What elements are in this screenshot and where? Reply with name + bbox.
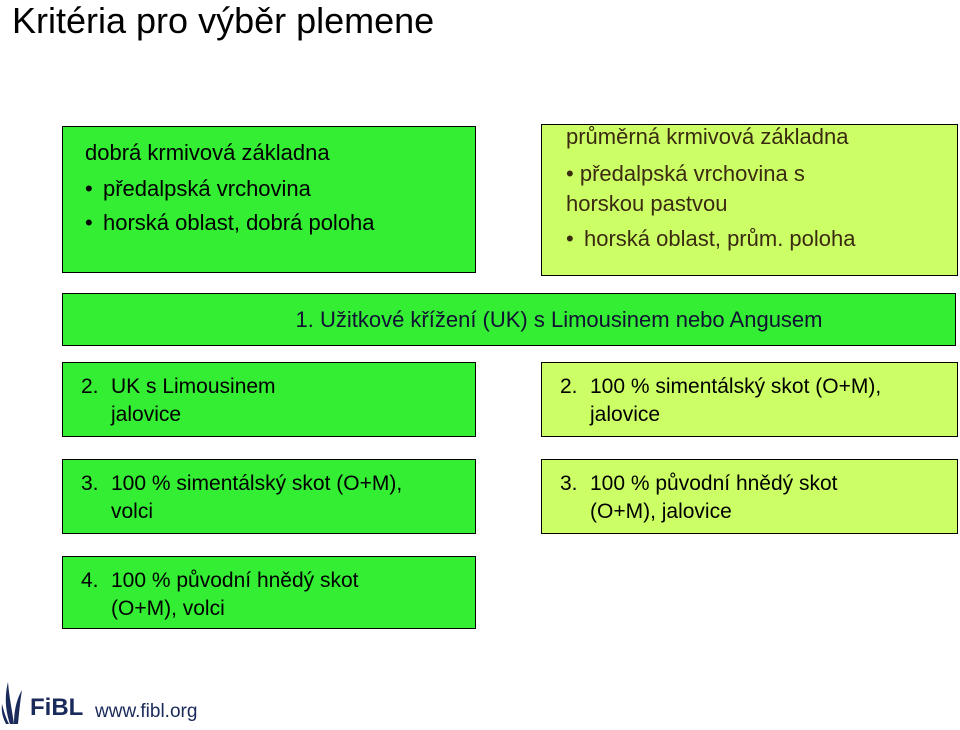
option-line xyxy=(81,567,475,595)
option-text: 100 % původní hnědý skot xyxy=(111,569,359,592)
good-feed-heading: dobrá krmivová základna xyxy=(85,140,330,165)
option-line xyxy=(560,470,957,498)
option-line xyxy=(81,401,475,429)
option-simmental-steer-box xyxy=(62,459,476,534)
option-line xyxy=(560,373,957,401)
option-text: (O+M), jalovice xyxy=(590,500,732,523)
bullet-dot-icon: • xyxy=(566,161,574,186)
option-indent xyxy=(81,595,111,623)
fibl-logo[interactable] xyxy=(0,676,83,726)
option-text: 100 % simentálský skot (O+M), xyxy=(590,375,882,398)
bullet-dot-icon: • xyxy=(85,176,93,201)
good-feed-base-box xyxy=(62,126,476,273)
option-uk-limousin-box xyxy=(62,362,476,437)
option-text: jalovice xyxy=(111,403,182,426)
bullet-dot-icon: • xyxy=(85,210,93,235)
option-line xyxy=(560,498,957,526)
option-number: 4. xyxy=(81,569,99,592)
option-brown-steer-box xyxy=(62,556,476,629)
fibl-url-link[interactable]: www.fibl.org xyxy=(95,701,198,722)
option-text: jalovice xyxy=(590,403,661,426)
crossbreeding-box xyxy=(62,293,956,346)
good-feed-item xyxy=(85,175,455,203)
average-feed-item-text-line2: horskou pastvou xyxy=(566,191,728,216)
fibl-logo-text: FiBL xyxy=(30,694,84,721)
option-indent xyxy=(560,498,590,526)
option-number: 2. xyxy=(560,375,578,398)
option-text: 100 % původní hnědý skot xyxy=(590,472,838,495)
option-number: 3. xyxy=(560,472,578,495)
option-number: 3. xyxy=(81,472,99,495)
good-feed-item xyxy=(85,209,455,237)
good-feed-item-text: předalpská vrchovina xyxy=(103,176,311,201)
option-line xyxy=(81,373,475,401)
crossbreeding-text: 1. Užitkové křížení (UK) s Limousinem nebo Angusem xyxy=(295,306,823,332)
fibl-logo-icon xyxy=(0,676,28,726)
option-indent xyxy=(560,401,590,429)
average-feed-item-text-line1: předalpská vrchovina s xyxy=(579,161,805,186)
average-feed-item-text: horská oblast, prům. poloha xyxy=(584,226,856,251)
option-line xyxy=(560,401,957,429)
option-simmental-heifer-box xyxy=(541,362,958,437)
bullet-dot-icon: • xyxy=(566,226,574,251)
option-indent xyxy=(81,401,111,429)
option-indent xyxy=(81,498,111,526)
option-text: UK s Limousinem xyxy=(111,375,276,398)
option-line xyxy=(81,498,475,526)
average-feed-heading: průměrná krmivová základna xyxy=(566,124,849,149)
option-brown-heifer-box xyxy=(541,459,958,534)
average-feed-item xyxy=(566,225,957,253)
option-line xyxy=(81,595,475,623)
good-feed-item-text: horská oblast, dobrá poloha xyxy=(103,210,375,235)
page-title: Kritéria pro výběr plemene xyxy=(12,0,435,41)
option-text: (O+M), volci xyxy=(111,597,225,620)
average-feed-base-box xyxy=(541,124,958,276)
option-line xyxy=(81,470,475,498)
option-text: 100 % simentálský skot (O+M), xyxy=(111,472,403,495)
option-number: 2. xyxy=(81,375,99,398)
option-text: volci xyxy=(111,500,154,523)
average-feed-item xyxy=(566,159,957,219)
